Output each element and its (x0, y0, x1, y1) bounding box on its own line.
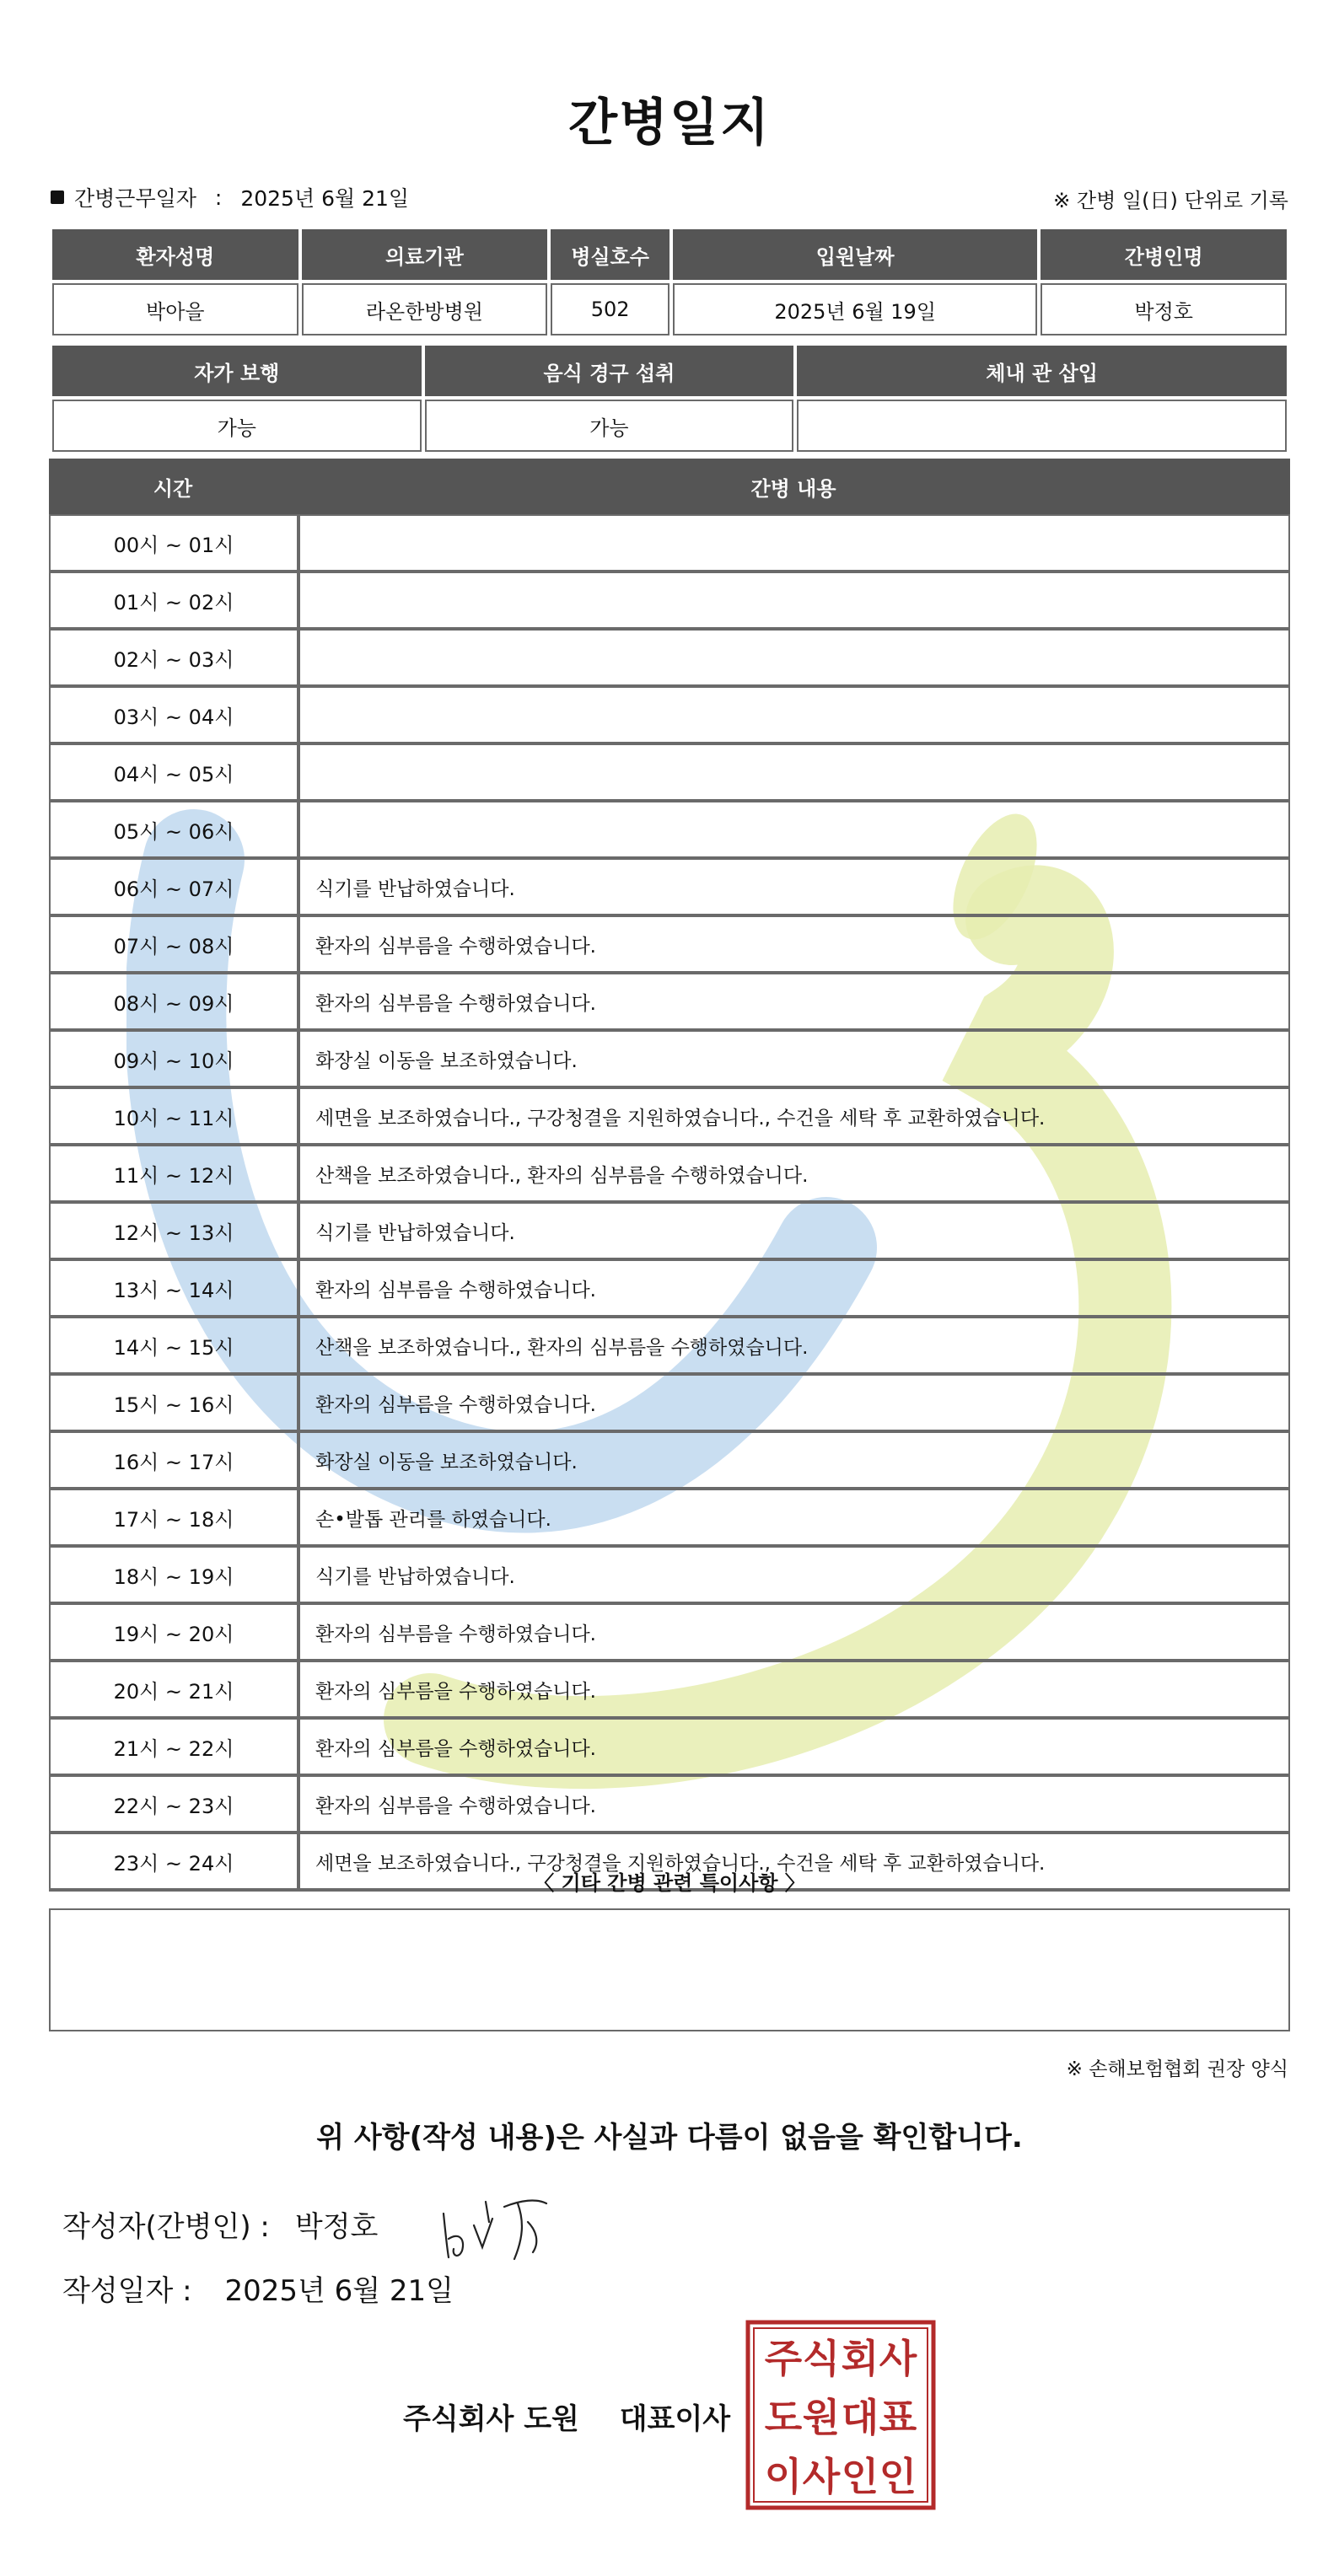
hour-row (51, 802, 1288, 860)
hour-time: 00시 ~ 01시 (51, 516, 300, 570)
room-cell: 502 (551, 283, 670, 335)
header-tube-insertion: 체내 관 삽입 (797, 346, 1287, 396)
hour-time: 05시 ~ 06시 (51, 802, 300, 856)
hour-time: 21시 ~ 22시 (51, 1720, 300, 1774)
hour-content: 식기를 반납하였습니다. (315, 877, 515, 900)
hour-time: 23시 ~ 24시 (51, 1834, 300, 1888)
hour-row (51, 860, 1288, 917)
hour-content: 산책을 보조하였습니다., 환자의 심부름을 수행하였습니다. (315, 1336, 809, 1359)
admission-date-cell: 2025년 6월 19일 (673, 283, 1037, 335)
header-admission-date: 입원날짜 (673, 229, 1037, 280)
svg-text:인: 인 (879, 2454, 917, 2499)
work-date-value: 2025년 6월 21일 (240, 186, 410, 211)
hour-row (51, 1032, 1288, 1089)
hour-content: 환자의 심부름을 수행하였습니다. (315, 992, 596, 1015)
written-date-label: 작성일자 : (62, 2274, 192, 2308)
confirmation-statement: 위 사항(작성 내용)은 사실과 다름이 없음을 확인합니다. (316, 2121, 1023, 2155)
hour-content: 손•발톱 관리를 하였습니다. (315, 1508, 551, 1531)
hour-row (51, 745, 1288, 802)
hour-time: 03시 ~ 04시 (51, 688, 300, 742)
signature-image (437, 2188, 555, 2264)
work-date-separator: : (214, 185, 223, 210)
svg-text:도: 도 (764, 2395, 803, 2440)
document-title: 간병일지 (568, 94, 771, 153)
hour-time: 02시 ~ 03시 (51, 631, 300, 684)
company-line (403, 2396, 730, 2437)
svg-text:사: 사 (879, 2336, 917, 2381)
hour-content (300, 631, 1288, 684)
hour-time: 11시 ~ 12시 (51, 1146, 300, 1200)
hourly-rows (49, 514, 1290, 1892)
hour-row (51, 917, 1288, 974)
header-room: 병실호수 (551, 229, 670, 280)
patient-name-cell: 박아을 (52, 283, 298, 335)
tube-insertion-cell (797, 400, 1287, 452)
self-walking-cell: 가능 (52, 400, 422, 452)
work-date-label: 간병근무일자 (74, 186, 196, 211)
hour-content: 식기를 반납하였습니다. (315, 1565, 515, 1588)
header-hospital: 의료기관 (302, 229, 548, 280)
hour-time: 13시 ~ 14시 (51, 1261, 300, 1315)
hour-time: 07시 ~ 08시 (51, 917, 300, 971)
hour-time: 04시 ~ 05시 (51, 745, 300, 799)
patient-status-table (49, 342, 1290, 455)
content-header: 간병 내용 (750, 476, 836, 501)
hour-time: 10시 ~ 11시 (51, 1089, 300, 1143)
patient-info-table (49, 226, 1290, 339)
company-name: 주식회사 도원 (403, 2402, 579, 2436)
hour-time: 01시 ~ 02시 (51, 573, 300, 627)
header-patient-name: 환자성명 (52, 229, 298, 280)
hour-content: 환자의 심부름을 수행하였습니다. (315, 1680, 596, 1703)
header-caregiver: 간병인명 (1041, 229, 1287, 280)
hour-content: 식기를 반납하였습니다. (315, 1221, 515, 1244)
hour-row (51, 1146, 1288, 1204)
svg-text:이: 이 (764, 2454, 803, 2499)
hour-content: 환자의 심부름을 수행하였습니다. (315, 1623, 596, 1645)
hour-time: 06시 ~ 07시 (51, 860, 300, 914)
hour-row (51, 1490, 1288, 1548)
svg-text:사: 사 (802, 2454, 841, 2499)
hour-row (51, 1376, 1288, 1433)
hour-time: 14시 ~ 15시 (51, 1318, 300, 1372)
svg-text:표: 표 (879, 2395, 917, 2440)
svg-text:회: 회 (841, 2336, 879, 2381)
hour-row (51, 1777, 1288, 1834)
hour-row (51, 1605, 1288, 1662)
hourly-care-table (49, 459, 1290, 1892)
hour-content: 환자의 심부름을 수행하였습니다. (315, 1279, 596, 1301)
hour-row (51, 1433, 1288, 1490)
hour-time: 17시 ~ 18시 (51, 1490, 300, 1544)
hour-content: 산책을 보조하였습니다., 환자의 심부름을 수행하였습니다. (315, 1164, 809, 1187)
hour-content: 환자의 심부름을 수행하였습니다. (315, 1393, 596, 1416)
hour-row (51, 1662, 1288, 1720)
hour-content: 환자의 심부름을 수행하였습니다. (315, 1737, 596, 1760)
svg-text:원: 원 (802, 2395, 841, 2440)
hour-time: 22시 ~ 23시 (51, 1777, 300, 1831)
hour-row (51, 514, 1288, 573)
hour-row (51, 974, 1288, 1032)
hour-content (300, 688, 1288, 742)
hour-row (51, 631, 1288, 688)
hour-row (51, 573, 1288, 631)
recommend-note: ※ 손해보험협회 권장 양식 (1066, 2058, 1288, 2080)
written-date-value: 2025년 6월 21일 (224, 2274, 454, 2308)
work-date (51, 182, 409, 212)
hour-time: 19시 ~ 20시 (51, 1605, 300, 1659)
header-self-walking: 자가 보행 (52, 346, 422, 396)
hour-row (51, 1720, 1288, 1777)
hour-content: 환자의 심부름을 수행하였습니다. (315, 1795, 596, 1817)
hour-content (300, 573, 1288, 627)
square-bullet-icon (51, 191, 64, 204)
company-position: 대표이사 (619, 2402, 731, 2436)
hour-time: 15시 ~ 16시 (51, 1376, 300, 1430)
header-oral-intake: 음식 경구 섭취 (425, 346, 794, 396)
oral-intake-cell: 가능 (425, 400, 794, 452)
svg-text:식: 식 (802, 2336, 841, 2381)
notes-box (49, 1908, 1290, 2031)
hour-time: 12시 ~ 13시 (51, 1204, 300, 1258)
hour-content (300, 745, 1288, 799)
written-date-line (62, 2267, 454, 2309)
hour-row (51, 1318, 1288, 1376)
hour-row (51, 1204, 1288, 1261)
hour-content (300, 802, 1288, 856)
hour-row (51, 1261, 1288, 1318)
writer-line (62, 2203, 378, 2245)
hour-time: 09시 ~ 10시 (51, 1032, 300, 1086)
hourly-header (49, 459, 1290, 514)
hour-content: 세면을 보조하였습니다., 구강청결을 지원하였습니다., 수건을 세탁 후 교환하였습니다. (315, 1852, 1046, 1875)
writer-name: 박정호 (294, 2210, 379, 2244)
hour-row (51, 1548, 1288, 1605)
record-unit-note: ※ 간병 일(日) 단위로 기록 (1053, 189, 1288, 212)
hour-content: 환자의 심부름을 수행하였습니다. (315, 935, 596, 958)
hour-time: 20시 ~ 21시 (51, 1662, 300, 1716)
svg-text:주: 주 (764, 2336, 803, 2381)
svg-text:인: 인 (841, 2454, 879, 2499)
hour-row (51, 1089, 1288, 1146)
hour-time: 16시 ~ 17시 (51, 1433, 300, 1487)
hour-row (51, 688, 1288, 745)
hour-time: 18시 ~ 19시 (51, 1548, 300, 1602)
caregiver-cell: 박정호 (1041, 283, 1287, 335)
hour-content: 화장실 이동을 보조하였습니다. (315, 1451, 578, 1473)
svg-text:대: 대 (841, 2395, 879, 2440)
hospital-cell: 라온한방병원 (302, 283, 548, 335)
hour-content (300, 516, 1288, 570)
notes-label: 〈 기타 간병 관련 특이사항 〉 (534, 1871, 805, 1895)
time-header: 시간 (153, 476, 193, 501)
hour-time: 08시 ~ 09시 (51, 974, 300, 1028)
hour-content: 세면을 보조하였습니다., 구강청결을 지원하였습니다., 수건을 세탁 후 교환하였습니다. (315, 1107, 1046, 1130)
hour-content: 화장실 이동을 보조하였습니다. (315, 1049, 578, 1072)
writer-label: 작성자(간병인) : (62, 2210, 270, 2244)
company-seal-stamp (745, 2320, 936, 2510)
